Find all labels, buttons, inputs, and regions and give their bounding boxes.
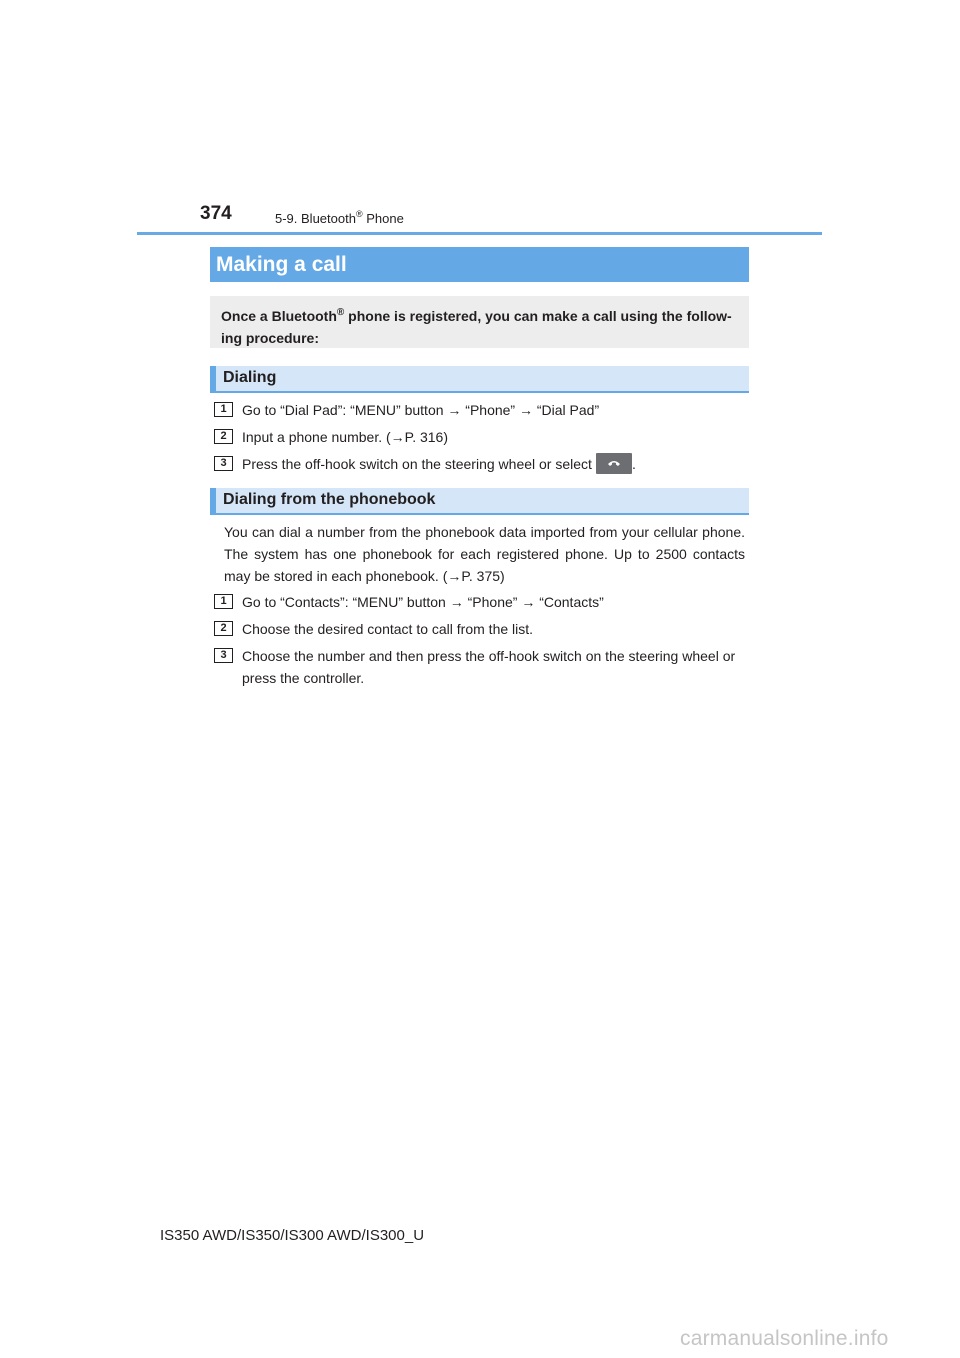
section-heading-text: Dialing from the phonebook (223, 491, 436, 508)
step-text: Press the off-hook switch on the steering wheel or select (242, 456, 592, 472)
intro-box (210, 296, 749, 348)
registered-mark: ® (336, 307, 345, 318)
step-number-badge: 2 (214, 429, 233, 444)
dialing-step-2 (214, 426, 749, 448)
step-text: Go to “Contacts”: “MENU” button → “Phone” → “Contacts” (242, 594, 604, 610)
phonebook-paragraph: You can dial a number from the phonebook data imported from your cellular phone. The system has one phonebook for each registered phone. Up to 2500 contacts may be stored in each phonebook. (→P. 375) (224, 524, 745, 584)
section-accent (210, 488, 216, 515)
watermark: carmanualsonline.info (680, 1327, 889, 1350)
phone-off-hook-icon (596, 453, 632, 474)
phonebook-step-1 (214, 591, 749, 613)
intro-text-start: Once a Bluetooth (221, 308, 337, 324)
section-heading-text: Dialing (223, 369, 277, 386)
step-text: Input a phone number. (→P. 316) (242, 429, 448, 445)
step-text: Choose the desired contact to call from the list. (242, 621, 534, 637)
title-bar (210, 247, 749, 282)
step-text-wrapper (242, 453, 749, 475)
dialing-step-3 (214, 453, 749, 475)
step-number-badge: 3 (214, 648, 233, 663)
page-number: 374 (200, 203, 232, 224)
page-title: Making a call (216, 253, 347, 276)
step-number-badge: 1 (214, 594, 233, 609)
step-text: Choose the number and then press the off-hook switch on the steering wheel or press the controller. (242, 648, 736, 686)
step-number-badge: 3 (214, 456, 233, 471)
chapter-suffix: Phone (362, 211, 404, 226)
chapter-title (275, 209, 404, 226)
step-text-end: . (631, 456, 636, 472)
section-heading-dialing (210, 366, 749, 393)
registered-mark: ® (355, 209, 363, 219)
intro-text-end: phone is registered, you can make a call using the follow-ing procedure: (221, 308, 732, 346)
step-text: Go to “Dial Pad”: “MENU” button → “Phone” → “Dial Pad” (242, 402, 600, 418)
dialing-step-1 (214, 399, 749, 421)
step-number-badge: 1 (214, 402, 233, 417)
chapter-prefix: 5-9. Bluetooth (275, 211, 356, 226)
step-number-badge: 2 (214, 621, 233, 636)
phonebook-step-2 (214, 618, 749, 640)
section-accent (210, 366, 216, 393)
phonebook-step-3 (214, 645, 749, 689)
header-rule (137, 232, 822, 235)
section-heading-phonebook (210, 488, 749, 515)
footer-model: IS350 AWD/IS350/IS300 AWD/IS300_U (160, 1227, 425, 1244)
